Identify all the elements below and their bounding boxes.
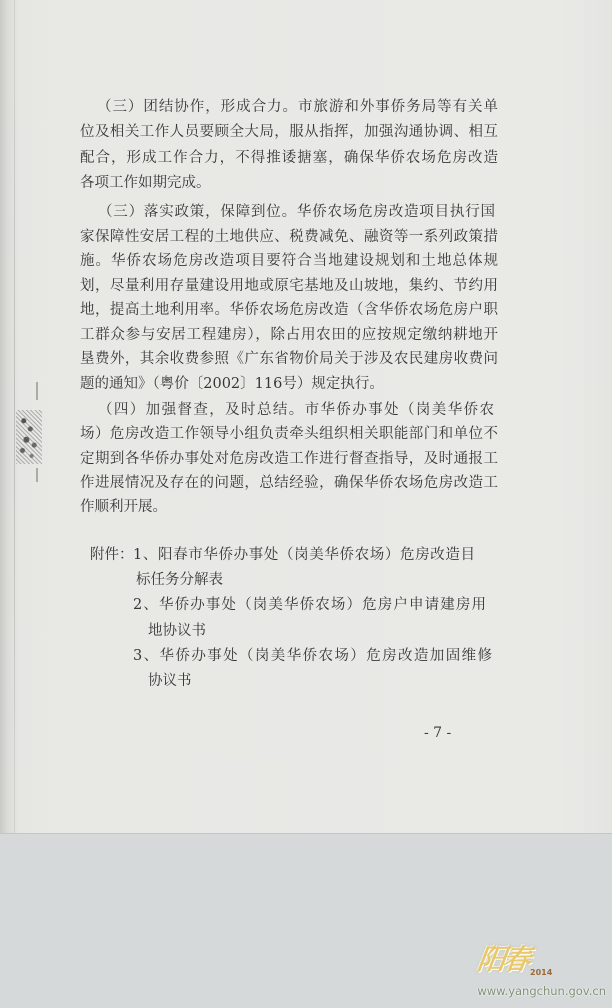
text-line: 题的通知》（粤价〔2002〕116号）规定执行。 [80,375,384,392]
attachment-item-3: 3、华侨办事处（岗美华侨农场）危房改造加固维修 [133,647,492,664]
attachment-item-1: 1、阳春市华侨办事处（岗美华侨农场）危房改造目 [133,547,475,563]
text-line: 家保障性安居工程的土地供应、税费减免、融资等一系列政策措 [80,228,498,245]
attachments-label: 附件： [90,547,134,563]
text-line: 作顺利开展。 [80,499,167,515]
text-line: （三）团结协作，形成合力。市旅游和外事侨务局等有关单 [97,99,498,115]
text-line: 各项工作如期完成。 [80,175,211,192]
paragraph-implement-policy [80,200,500,397]
binding-edge-shadow [14,0,15,833]
text-line: 施。华侨农场危房改造项目要符合当地建设规划和土地总体规 [80,253,498,270]
logo-year: 2014 [530,968,553,977]
paragraph-unity-cooperation [80,95,500,197]
site-url-watermark: www.yangchun.gov.cn [477,984,606,998]
text-line: 划，尽量利用存量建设用地或原宅基地及山坡地，集约、节约用 [80,277,498,294]
text-line: 地，提高土地利用率。华侨农场危房改造（含华侨农场危房户职 [80,302,498,319]
text-line: （三）落实政策，保障到位。华侨农场危房改造项目执行国 [98,204,495,220]
site-logo-watermark [475,938,558,986]
text-line: 定期到各华侨办事处对危房改造工作进行督查指导，及时通报工 [80,450,498,467]
text-line: 作进展情况及存在的问题，总结经验，确保华侨农场危房改造工 [80,474,498,491]
text-line: 工群众参与安居工程建房），除占用农田的应按规定缴纳耕地开 [80,326,498,343]
scan-mark [36,468,38,482]
scan-mark [36,382,38,400]
attachment-items [133,543,498,694]
text-line: 场）危房改造工作领导小组负责牵头组织相关职能部门和单位不 [80,426,498,443]
page-number: - 7 - [424,725,452,741]
text-line: （四）加强督查，及时总结。市华侨办事处（岗美华侨农 [98,402,494,418]
text-line: 位及相关工作人员要顾全大局，服从指挥，加强沟通协调、相互 [80,124,498,141]
attachment-item-2: 2、华侨办事处（岗美华侨农场）危房户申请建房用 [133,597,486,614]
text-line: 垦费外，其余收费参照《广东省物价局关于涉及农民建房收费问 [80,351,498,368]
attachment-item-2-continued: 地协议书 [148,622,206,639]
scan-artifact [16,410,42,464]
text-line: 配合，形成工作合力，不得推诿搪塞，确保华侨农场危房改造 [80,149,498,166]
logo-lettering: 阳春 [475,943,531,976]
attachment-item-1-continued: 标任务分解表 [136,572,223,589]
paragraph-supervision [80,398,500,519]
attachment-item-3-continued: 协议书 [148,672,192,689]
